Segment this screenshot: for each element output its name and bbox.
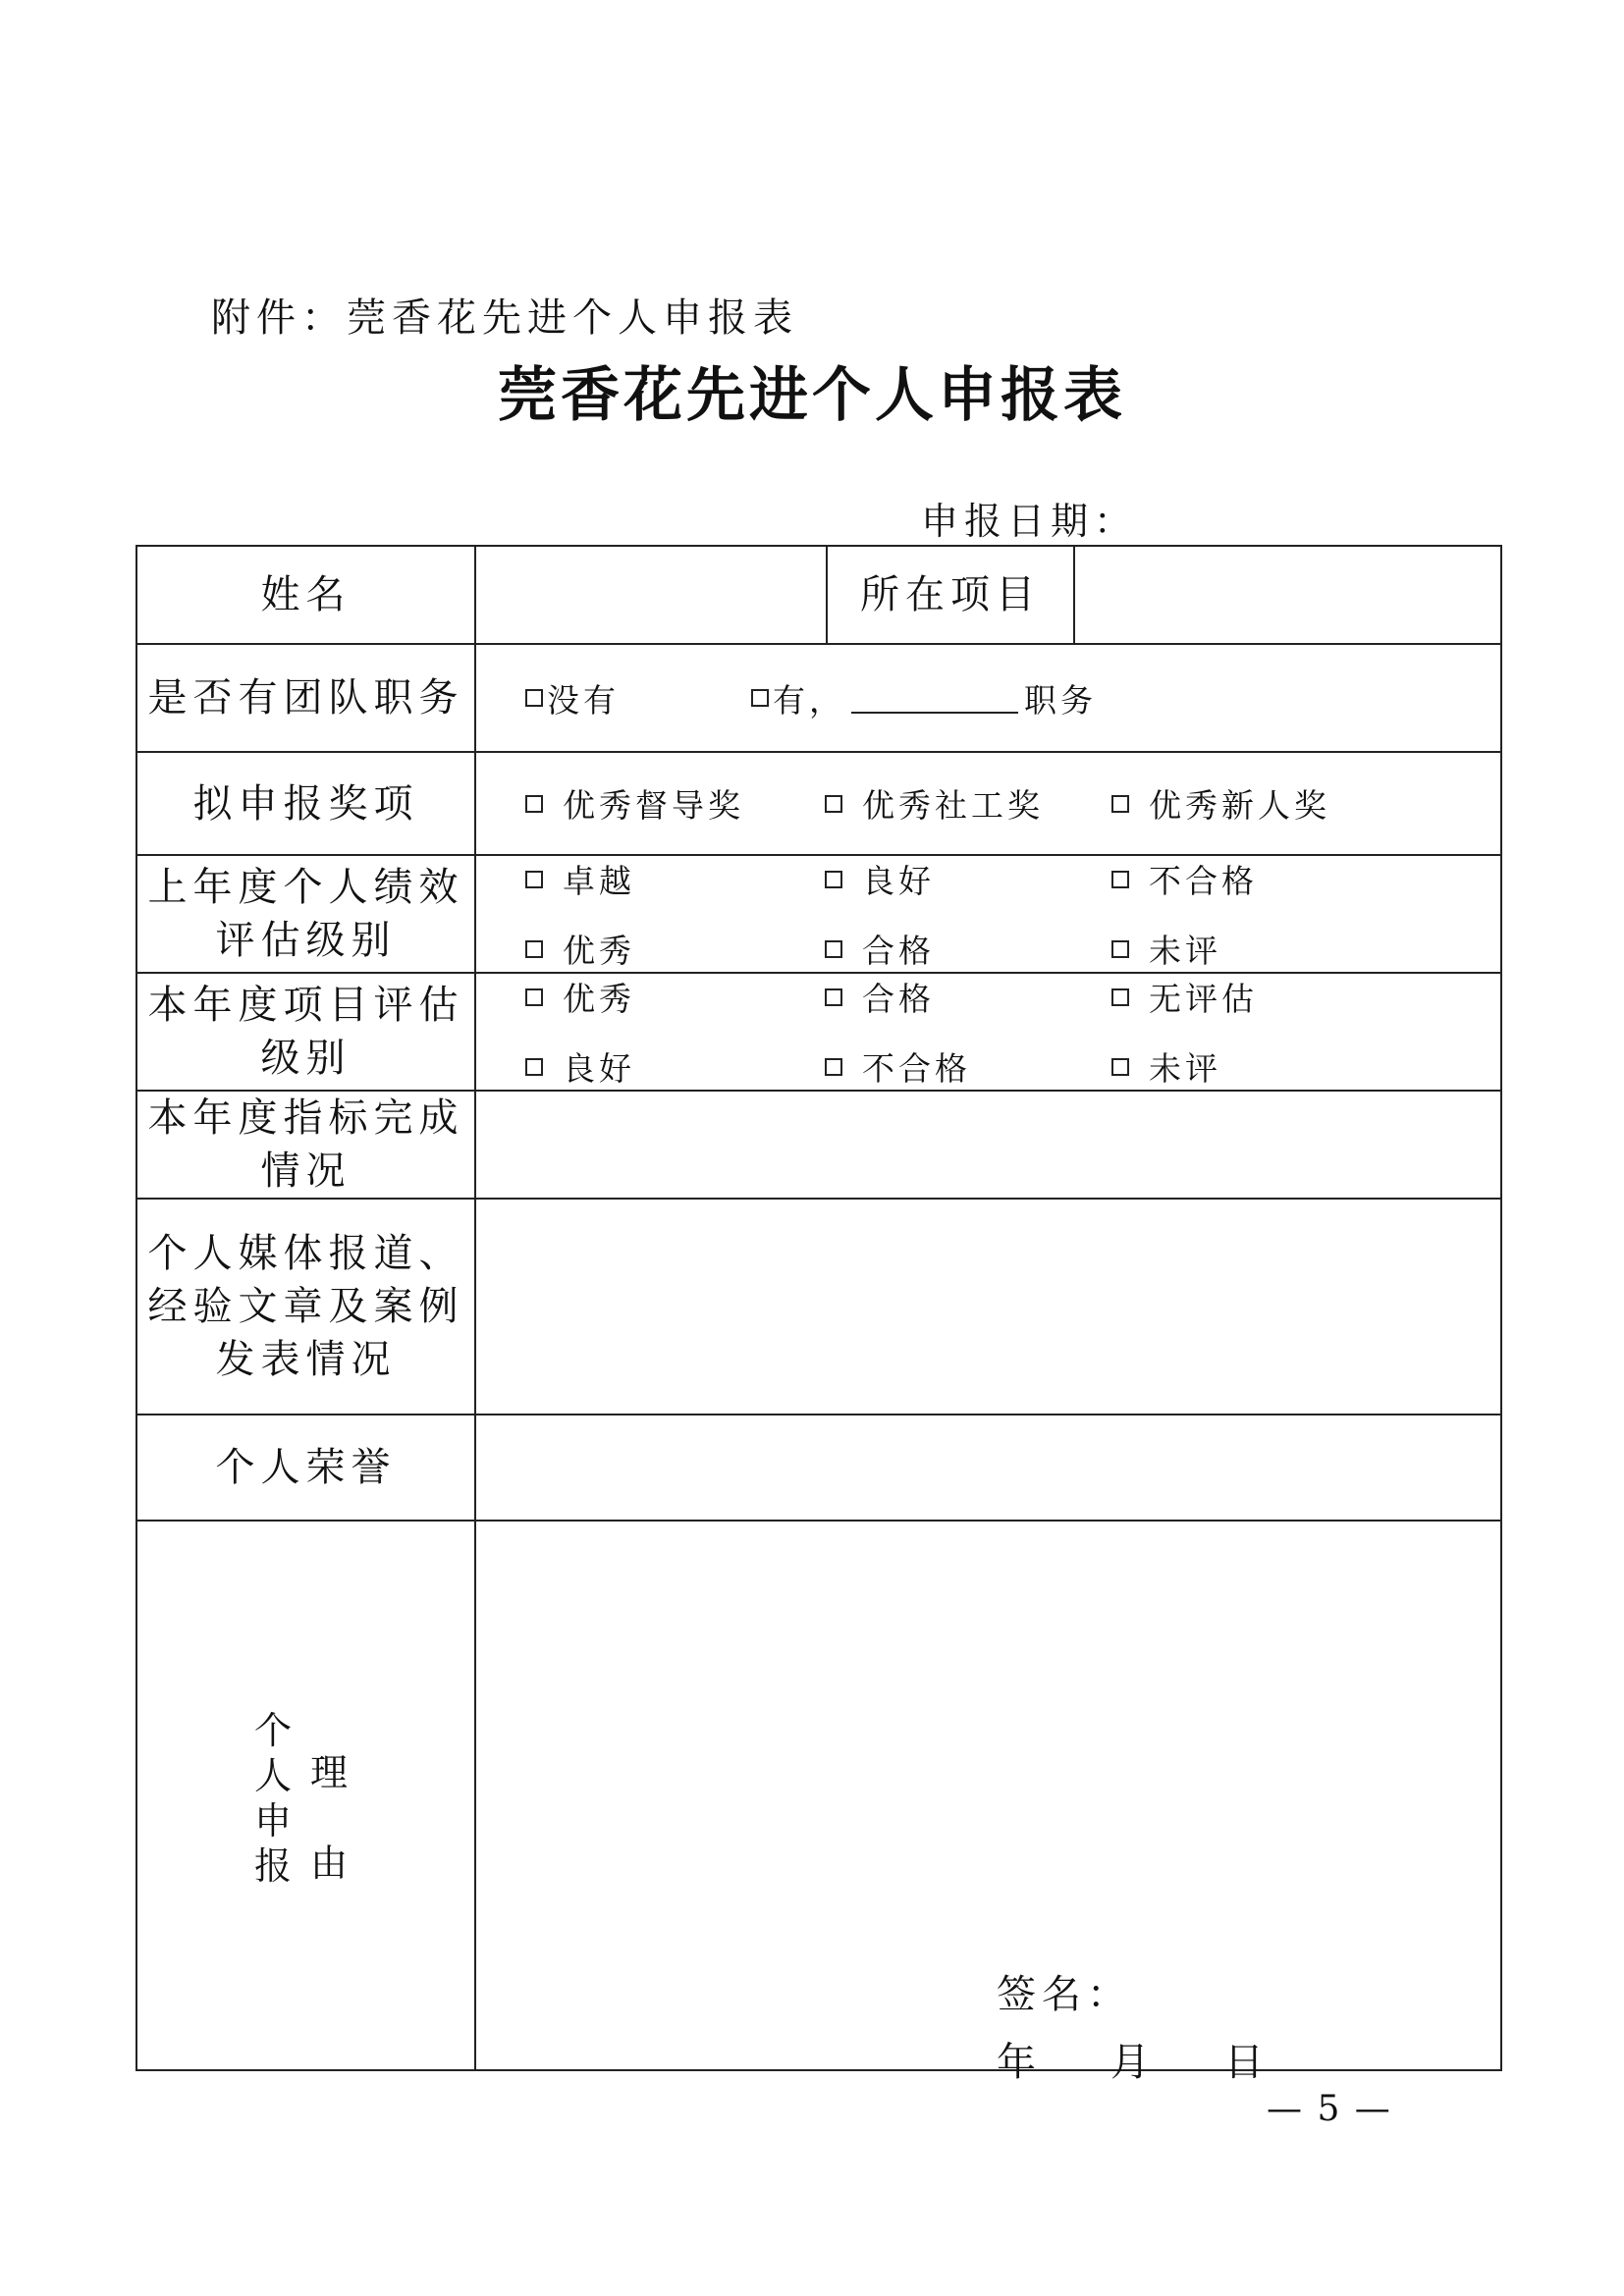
media-label: 个人媒体报道、经验文章及案例发表情况 bbox=[136, 1199, 475, 1415]
checkbox[interactable] bbox=[1111, 940, 1129, 958]
project-eval-label: 本年度项目评估级别 bbox=[136, 973, 475, 1091]
award-option-label: 优秀督导奖 bbox=[563, 786, 744, 825]
project-eval-option-label: 不合格 bbox=[862, 1049, 971, 1088]
project-eval-option[interactable] bbox=[825, 1043, 1111, 1090]
last-year-option-label: 良好 bbox=[862, 862, 935, 900]
name-field[interactable] bbox=[475, 546, 827, 644]
checkbox[interactable] bbox=[525, 940, 543, 958]
award-option[interactable] bbox=[825, 780, 1111, 827]
row-media bbox=[136, 1199, 1501, 1415]
team-role-yes-label: 有， bbox=[773, 680, 845, 720]
team-role-no-option[interactable] bbox=[525, 675, 751, 721]
last-year-eval-label: 上年度个人绩效评估级别 bbox=[136, 855, 475, 973]
award-options bbox=[475, 752, 1501, 855]
last-year-eval-options bbox=[475, 855, 1501, 973]
honor-label: 个人荣誉 bbox=[136, 1415, 475, 1521]
last-year-option[interactable] bbox=[525, 856, 825, 902]
last-year-option[interactable] bbox=[1111, 856, 1367, 902]
signature-area bbox=[997, 1963, 1338, 2087]
award-option-label: 优秀社工奖 bbox=[862, 786, 1044, 825]
checkbox[interactable] bbox=[825, 871, 842, 888]
media-field[interactable] bbox=[475, 1199, 1501, 1415]
project-eval-option-label: 优秀 bbox=[563, 980, 635, 1018]
project-eval-option[interactable] bbox=[525, 974, 825, 1020]
award-label: 拟申报奖项 bbox=[136, 752, 475, 855]
last-year-option-label: 卓越 bbox=[563, 862, 635, 900]
project-eval-option-label: 无评估 bbox=[1149, 980, 1258, 1018]
reason-label-cell bbox=[136, 1521, 475, 2070]
last-year-option[interactable] bbox=[825, 926, 1111, 972]
checkbox[interactable] bbox=[525, 988, 543, 1006]
checkbox[interactable] bbox=[1111, 988, 1129, 1006]
row-project-eval bbox=[136, 973, 1501, 1091]
project-label: 所在项目 bbox=[827, 546, 1074, 644]
last-year-option[interactable] bbox=[825, 856, 1111, 902]
honor-field[interactable] bbox=[475, 1415, 1501, 1521]
team-role-blank-line[interactable] bbox=[851, 682, 1018, 714]
checkbox[interactable] bbox=[525, 871, 543, 888]
signature-label: 签名： bbox=[997, 1972, 1132, 2017]
project-field[interactable] bbox=[1074, 546, 1501, 644]
project-eval-options bbox=[475, 973, 1501, 1091]
checkbox[interactable] bbox=[525, 795, 543, 813]
application-form-table bbox=[135, 545, 1502, 2085]
row-last-year-eval bbox=[136, 855, 1501, 973]
last-year-option-label: 合格 bbox=[862, 932, 935, 970]
last-year-option[interactable] bbox=[525, 926, 825, 972]
indicator-field[interactable] bbox=[475, 1091, 1501, 1199]
row-name bbox=[136, 546, 1501, 644]
checkbox[interactable] bbox=[525, 1058, 543, 1076]
page-number: — 5 — bbox=[1267, 2089, 1392, 2129]
checkbox[interactable] bbox=[751, 689, 769, 707]
date-line bbox=[997, 2031, 1338, 2087]
attachment-line: 附件：莞香花先进个人申报表 bbox=[211, 295, 798, 341]
form-title: 莞香花先进个人申报表 bbox=[498, 361, 1126, 430]
name-label: 姓名 bbox=[136, 546, 475, 644]
row-indicator bbox=[136, 1091, 1501, 1199]
application-date-label: 申报日期： bbox=[921, 500, 1138, 543]
team-role-yes-option[interactable] bbox=[751, 675, 1097, 721]
row-team-role bbox=[136, 644, 1501, 752]
team-role-options bbox=[475, 644, 1501, 752]
last-year-option-label: 不合格 bbox=[1149, 862, 1258, 900]
project-eval-option-label: 未评 bbox=[1149, 1049, 1221, 1088]
team-role-suffix: 职务 bbox=[1024, 680, 1097, 720]
project-eval-option[interactable] bbox=[1111, 974, 1367, 1020]
indicator-label: 本年度指标完成情况 bbox=[136, 1091, 475, 1199]
checkbox[interactable] bbox=[525, 689, 543, 707]
project-eval-option[interactable] bbox=[525, 1043, 825, 1090]
row-honor bbox=[136, 1415, 1501, 1521]
checkbox[interactable] bbox=[825, 988, 842, 1006]
award-option[interactable] bbox=[525, 780, 825, 827]
last-year-option-label: 优秀 bbox=[563, 932, 635, 970]
award-option-label: 优秀新人奖 bbox=[1149, 786, 1330, 825]
checkbox[interactable] bbox=[1111, 871, 1129, 888]
checkbox[interactable] bbox=[825, 795, 842, 813]
reason-label-col1: 个人申报 bbox=[253, 1709, 292, 1888]
team-role-label: 是否有团队职务 bbox=[136, 644, 475, 752]
checkbox[interactable] bbox=[825, 940, 842, 958]
team-role-no-label: 没有 bbox=[547, 680, 620, 720]
checkbox[interactable] bbox=[1111, 1058, 1129, 1076]
reason-field[interactable] bbox=[475, 1521, 1501, 2085]
project-eval-option[interactable] bbox=[825, 974, 1111, 1020]
row-reason bbox=[136, 1521, 1501, 2070]
checkbox[interactable] bbox=[825, 1058, 842, 1076]
month-label: 月 bbox=[1110, 2040, 1156, 2085]
day-label: 日 bbox=[1224, 2040, 1270, 2085]
project-eval-option-label: 良好 bbox=[563, 1049, 635, 1088]
checkbox[interactable] bbox=[1111, 795, 1129, 813]
project-eval-option-label: 合格 bbox=[862, 980, 935, 1018]
award-option[interactable] bbox=[1111, 780, 1367, 827]
row-award bbox=[136, 752, 1501, 855]
year-label: 年 bbox=[997, 2040, 1042, 2085]
last-year-option-label: 未评 bbox=[1149, 932, 1221, 970]
last-year-option[interactable] bbox=[1111, 926, 1367, 972]
reason-label-col2: 理由 bbox=[309, 1751, 348, 1885]
project-eval-option[interactable] bbox=[1111, 1043, 1367, 1090]
